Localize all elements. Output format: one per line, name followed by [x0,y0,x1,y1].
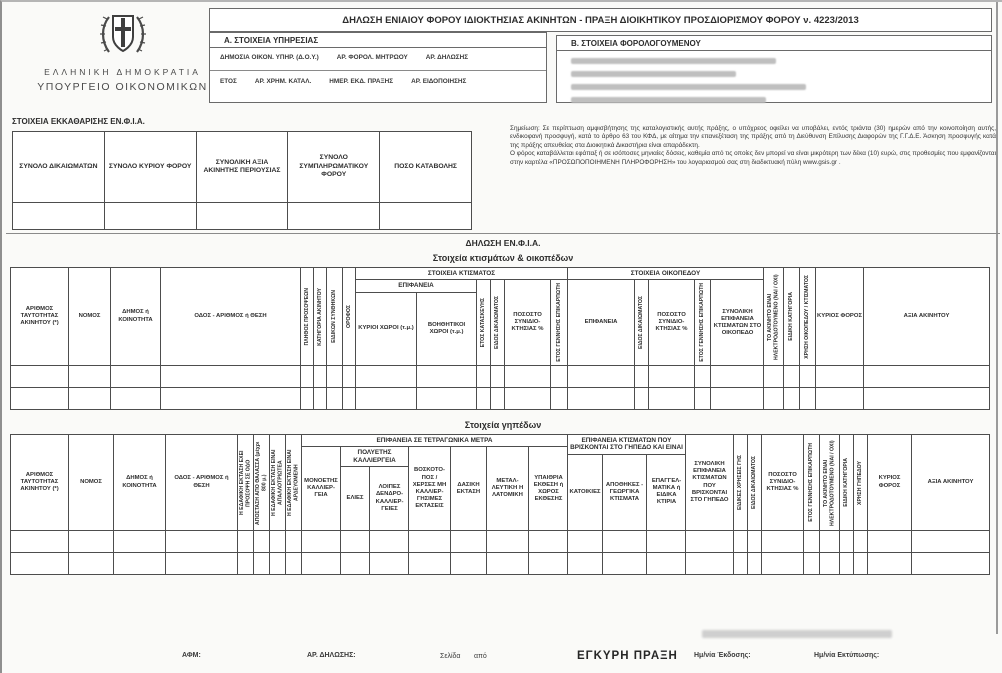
table-cell [529,530,568,552]
table-cell [864,387,989,409]
table-cell [341,552,369,574]
col-header-special-category: ΕΙΔΙΚΗ ΚΑΤΗΓΟΡΙΑ [788,292,795,341]
col-header-property-id: ΑΡΙΘΜΟΣ ΤΑΥΤΟΤΗΤΑΣ ΑΚΙΝΗΤΟΥ (*) [20,305,59,327]
clearance-table [12,131,472,230]
col-header-main-spaces: ΚΥΡΙΟΙ ΧΩΡΟΙ (τ.μ.) [358,325,414,332]
section-a-title: Α. ΣΤΟΙΧΕΙΑ ΥΠΗΡΕΣΙΑΣ [210,33,546,48]
table-cell [711,365,764,387]
col-header-auxiliary-spaces: ΒΟΗΘΗΤΙΚΟΙ ΧΩΡΟΙ (τ.μ.) [427,321,466,335]
table-cell [551,387,568,409]
table-cell [356,365,416,387]
table-cell [238,552,253,574]
group-header-perennial: ΠΟΛΥΕΤΗΣ ΚΑΛΛΙΕΡΓΕΙΑ [341,447,408,467]
col-header-electrified: ΤΟ ΑΚΙΝΗΤΟ ΕΙΝΑΙ ΗΛΕΚΤΡΟΔΟΤΟΥΜΕΝΟ (ΝΑΙ / ΟΧΙ) [767,273,780,360]
table-cell [343,365,355,387]
col-header-forest-area: ΔΑΣΙΚΗ ΕΚΤΑΣΗ [456,481,481,495]
footer-declaration-no-label: ΑΡ. ΔΗΛΩΣΗΣ: [307,652,356,659]
note-objection: Σημείωση: Σε περίπτωση αμφισβήτησης της καταλογιστικής αυτής πράξης, ο υπόχρεος οφείλει να υποβάλει, εντός τριάντα (30) ημερών από την κοινοποίηση αυτής, ενδικοφανή προσφυγή, κατά το άρθρο 63 του ΚΦΔ, με αίτημα την επανεξέταση της πράξης από τη Διεύθυνση Επίλυσης Διαφορών της Γ.Γ.Δ.Ε. Άσκηση προσφυγής κατά της πράξης απευθείας στα Διοικητικά Δικαστήρια είναι απαράδεκτη. [510,125,996,149]
table-cell [114,552,165,574]
col-header-mining-quarry: ΜΕΤΑΛ-ΛΕΥΤΙΚΗ Η ΛΑΤΟΜΙΚΗ [491,478,524,499]
col-header-construction-year: ΕΤΟΣ ΚΑΤΑΣΚΕΥΗΣ [480,298,487,348]
table-cell [302,530,340,552]
table-cell [864,365,989,387]
legal-note [510,125,996,167]
col-header-prefecture: ΝΟΜΟΣ [78,312,101,319]
col-header-special-category: ΕΙΔΙΚΗ ΚΑΤΗΓΟΡΙΑ [843,458,850,507]
field-label-year: ΕΤΟΣ [220,78,237,85]
footer-afm-label: ΑΦΜ: [182,652,201,659]
square-meters-surface-group [301,435,567,574]
plot-details-group [567,268,763,409]
table-cell [301,387,313,409]
col-header-irrigated: Η ΕΔΑΦΙΚΗ ΕΚΤΑΣΗ ΕΙΝΑΙ ΑΡΔΕΥΟΜΕΝΗ [287,449,300,516]
table-cell [111,365,160,387]
col-header-street: ΟΔΟΣ - ΑΡΙΘΜΟΣ ή ΘΕΣΗ [194,312,267,319]
coat-of-arms-icon [96,10,150,58]
col-header-floor: ΟΡΟΦΟΣ [345,305,352,328]
col-header-right-type: ΕΙΔΟΣ ΔΙΚΑΙΩΜΑΤΟΣ [638,296,645,350]
col-header-annual-cultivation: ΜΟΝΟΕΤΗΣ ΚΑΛΛΙΕΡ-ΓΕΙΑ [304,478,338,499]
col-header-open-exhibition: ΥΠΑΙΘΡΙΑ ΕΚΘΕΣΗ ή ΧΩΡΟΣ ΕΚΘΕΣΗΣ [533,474,564,502]
clearance-cell [13,202,104,229]
table-cell [800,365,815,387]
col-header-property-id: ΑΡΙΘΜΟΣ ΤΑΥΤΟΤΗΤΑΣ ΑΚΙΝΗΤΟΥ (*) [20,471,59,493]
table-cell [820,530,839,552]
table-cell [327,387,342,409]
clearance-cell [288,202,379,229]
clearance-section-title: ΣΤΟΙΧΕΙΑ ΕΚΚΑΘΑΡΙΣΗΣ ΕΝ.Φ.Ι.Α. [12,117,145,126]
table-cell [635,365,648,387]
table-cell [451,552,486,574]
col-header-property-value: ΑΞΙΑ ΑΚΙΝΗΤΟΥ [903,312,950,319]
table-cell [912,530,989,552]
col-header-co-ownership-pct: ΠΟΣΟΣΤΟ ΣΥΝΙΔΙΟ-ΚΤΗΣΙΑΣ % [511,312,544,333]
col-header-electrified: ΤΟ ΑΚΙΝΗΤΟ ΕΙΝΑΙ ΗΛΕΚΤΡΟΔΟΤΟΥΜΕΝΟ (ΝΑΙ / ΟΧΙ) [823,439,836,526]
col-header-total-supplementary-tax: ΣΥΝΟΛΟ ΣΥΜΠΛΗΡΩΜΑΤΙΚΟΥ ΦΟΡΟΥ [299,154,369,179]
table-cell [301,365,313,387]
table-cell [254,530,269,552]
table-cell [568,552,602,574]
form-title-box [209,8,992,32]
declaration-title: ΔΗΛΩΣΗ ΕΝ.Φ.Ι.Α. [465,238,541,248]
col-header-parcel-use: ΧΡΗΣΗ ΓΗΠΕΔΟΥ [857,460,864,505]
redacted-taxpayer-line [571,58,776,64]
group-header-surface-sqm: ΕΠΙΦΑΝΕΙΑ ΣΕ ΤΕΤΡΑΓΩΝΙΚΑ ΜΕΤΡΑ [302,435,567,447]
table-cell [800,387,815,409]
col-header-professional-special-buildings: ΕΠΑΓΓΕΛ-ΜΑΤΙΚΑ ή ΕΙΔΙΚΑ ΚΤΙΡΙΑ [651,478,682,506]
col-header-other-tree-crops: ΛΟΙΠΕΣ ΔΕΝΔΡΟ-ΚΑΛΛΙΕΡ-ΓΕΙΕΣ [375,484,404,512]
table-cell [635,387,648,409]
note-payment: Ο φόρος καταβάλλεται εφάπαξ ή σε ισόποσες μηνιαίες δόσεις, καθεμία από τις οποίες δεν μπορεί να είναι μικρότερη των δέκα (10) ευρώ, στις προθεσμίες που εμφανίζονται στην καρτέλα «ΠΡΟΣΩΠΟΠΟΙΗΜΕΝΗ ΠΛΗΡΟΦΟΡΗΣΗ» του λογαριασμού σας στη διαδικτυακή πύλη www.gsis.gr . [510,150,996,166]
table-cell [840,552,853,574]
col-header-plot-building-use: ΧΡΗΣΗ ΟΙΚΟΠΕΔΟΥ / ΚΤΙΣΜΑΤΟΣ [804,274,811,359]
table-cell [734,530,747,552]
col-header-right-type: ΕΙΔΟΣ ΔΙΚΑΙΩΜΑΤΟΣ [494,296,501,350]
footer-page-of-label: από [474,653,487,660]
table-cell [762,552,803,574]
table-cell [711,387,764,409]
field-label-issue-date: ΗΜΕΡ. ΕΚΔ. ΠΡΑΞΗΣ [329,78,394,85]
valid-act-stamp: ΕΓΚΥΡΗ ΠΡΑΞΗ [577,650,678,662]
agency-header [30,10,215,93]
col-header-prefecture: ΝΟΜΟΣ [80,478,102,485]
buildings-on-parcel-group [567,435,685,574]
table-cell [695,387,710,409]
col-header-plot-surface: ΕΠΙΦΑΝΕΙΑ [584,319,618,326]
table-cell [816,365,863,387]
hellenic-republic-label: ΕΛΛΗΝΙΚΗ ΔΗΜΟΚΡΑΤΙΑ [44,67,201,77]
table-cell [487,530,528,552]
buildings-plots-subtitle: Στοιχεία κτισμάτων & οικοπέδων [432,253,574,263]
group-header-building-details: ΣΤΟΙΧΕΙΑ ΚΤΙΣΜΑΤΟΣ [356,268,567,280]
table-cell [762,530,803,552]
table-cell [505,365,550,387]
table-cell [451,530,486,552]
table-cell [568,387,634,409]
field-label-notice-no: ΑΡ. ΕΙΔΟΠΟΙΗΣΗΣ [411,78,467,85]
table-cell [314,387,326,409]
table-cell [487,552,528,574]
table-cell [764,365,783,387]
group-header-surface: ΕΠΙΦΑΝΕΙΑ [356,280,476,292]
field-label-doy: ΔΗΜΟΣΙΑ ΟΙΚΟΝ. ΥΠΗΡ. (Δ.Ο.Υ.) [220,54,319,61]
table-cell [820,552,839,574]
clearance-cell [105,202,196,229]
table-cell [161,387,300,409]
table-cell [370,552,409,574]
col-header-municipality: ΔΗΜΟΣ ή ΚΟΙΝΟΤΗΤΑ [118,309,153,323]
field-label-fin-catalog-no: ΑΡ. ΧΡΗΜ. ΚΑΤΑΛ. [254,78,312,85]
clearance-cell [197,202,288,229]
table-cell [568,365,634,387]
table-cell [734,552,747,574]
table-cell [854,552,867,574]
table-cell [417,387,476,409]
col-header-total-buildings-surface-on-plot: ΣΥΝΟΛΙΚΗ ΕΠΙΦΑΝΕΙΑ ΚΤΙΣΜΑΤΩΝ ΣΤΟ ΟΙΚΟΠΕΔΟ [713,308,762,336]
surface-subgroup [356,280,476,409]
group-header-plot-details: ΣΤΟΙΧΕΙΑ ΟΙΚΟΠΕΔΟΥ [568,268,763,280]
col-header-right-type: ΕΙΔΟΣ ΔΙΚΑΙΩΜΑΤΟΣ [751,455,758,509]
table-cell [647,530,686,552]
table-cell [270,552,285,574]
perennial-cultivation-subgroup [340,447,408,574]
col-header-street: ΟΔΟΣ - ΑΡΙΘΜΟΣ ή ΘΕΣΗ [174,475,229,489]
table-cell [491,365,504,387]
table-cell [409,530,450,552]
table-cell [314,365,326,387]
land-parcels-table [10,434,990,575]
col-header-residences: ΚΑΤΟΙΚΙΕΣ [569,488,601,495]
col-header-olives: ΕΛΙΕΣ [346,495,364,501]
table-cell [161,365,300,387]
section-divider [6,233,1000,234]
table-cell [868,530,911,552]
col-header-municipality: ΔΗΜΟΣ ή ΚΟΙΝΟΤΗΤΑ [122,475,157,489]
col-header-payment-amount: ΠΟΣΟ ΚΑΤΑΒΟΛΗΣ [394,162,457,170]
col-header-property-value: ΑΞΙΑ ΑΚΙΝΗΤΟΥ [927,478,974,485]
table-cell [69,530,113,552]
clearance-cell [380,202,471,229]
col-header-special-conditions: ΕΙΔΙΚΩΝ ΣΥΝΘΗΚΩΝ [331,290,338,343]
table-cell [370,530,409,552]
table-cell [69,387,110,409]
table-cell [748,530,761,552]
table-cell [69,552,113,574]
group-header-buildings-on-parcel: ΕΠΙΦΑΝΕΙΑ ΚΤΙΣΜΑΤΩΝ ΠΟΥ ΒΡΙΣΚΟΝΤΑΙ ΣΤΟ ΓΗΠΕΔΟ ΚΑΙ ΕΙΝΑΙ [568,435,685,455]
table-cell [11,365,68,387]
table-cell [286,530,301,552]
footer-page-label: Σελίδα [440,653,461,660]
col-header-distance-from-sea: ΑΠΟΣΤΑΣΗ ΑΠΟ ΘΑΛΑΣΣΑ (μέχρι 800 μ.) [255,440,268,525]
table-cell [69,365,110,387]
table-cell [341,530,369,552]
footer-issue-date-label: Ημ/νία Έκδοσης: [694,652,751,659]
redacted-taxpayer-line [571,97,766,103]
table-cell [804,530,819,552]
table-cell [166,530,237,552]
col-header-co-ownership-pct: ΠΟΣΟΣΤΟ ΣΥΝΙΔΙΟ-ΚΤΗΣΙΑΣ % [655,312,688,333]
table-cell [254,552,269,574]
table-cell [603,530,646,552]
buildings-plots-table [10,267,990,410]
table-cell [327,365,342,387]
table-cell [568,530,602,552]
table-cell [854,530,867,552]
table-cell [302,552,340,574]
col-header-co-ownership-pct: ΠΟΣΟΣΤΟ ΣΥΝΙΔΙΟ-ΚΤΗΣΙΑΣ % [766,471,799,493]
col-header-facades-count: ΠΛΗΘΟΣ ΠΡΟΣΟΨΕΩΝ [303,287,310,346]
table-cell [238,530,253,552]
col-header-total-property-value: ΣΥΝΟΛΙΚΗ ΑΞΙΑ ΑΚΙΝΗΤΗΣ ΠΕΡΙΟΥΣΙΑΣ [203,158,281,174]
col-header-total-buildings-surface-on-parcel: ΣΥΝΟΛΙΚΗ ΕΠΙΦΑΝΕΙΑ ΚΤΙΣΜΑΤΩΝ ΠΟΥ ΒΡΙΣΚΟΝΤΑΙ ΣΤΟ ΓΗΠΕΔΟ [690,461,729,503]
col-header-main-tax: ΚΥΡΙΟΣ ΦΟΡΟΣ [817,312,862,319]
table-cell [840,530,853,552]
table-cell [417,365,476,387]
table-cell [343,387,355,409]
col-header-special-land-uses: ΕΙΔΙΚΕΣ ΧΡΗΣΕΙΣ ΓΗΣ [737,454,744,511]
table-cell [286,552,301,574]
table-cell [270,530,285,552]
building-details-group [355,268,567,409]
table-cell [505,387,550,409]
form-title: ΔΗΛΩΣΗ ΕΝΙΑΙΟΥ ΦΟΡΟΥ ΙΔΙΟΚΤΗΣΙΑΣ ΑΚΙΝΗΤΩΝ - ΠΡΑΞΗ ΔΙΟΙΚΗΤΙΚΟΥ ΠΡΟΣΔΙΟΡΙΣΜΟΥ ΦΟΡΟΥ ν. 4223/2013 [342,14,859,26]
land-parcels-subtitle: Στοιχεία γηπέδων [464,420,542,430]
table-cell [11,530,68,552]
col-header-road-frontage: Η ΕΔΑΦΙΚΗ ΕΚΤΑΣΗ ΕΧΕΙ ΠΡΟΣΟΨΗ ΣΕ ΟΔΟ [239,450,252,515]
redacted-footer-line [702,630,892,638]
page-edge [996,2,998,634]
table-cell [686,530,733,552]
table-cell [784,387,799,409]
table-cell [477,387,490,409]
table-cell [764,387,783,409]
col-header-warehouses-farm-buildings: ΑΠΟΘΗΚΕΣ - ΓΕΩΡΓΙΚΑ ΚΤΙΣΜΑΤΑ [605,481,644,502]
table-cell [603,552,646,574]
table-cell [409,552,450,574]
table-cell [647,552,686,574]
table-cell [804,552,819,574]
table-cell [356,387,416,409]
col-header-pasture: ΒΟΣΚΟΤΟ-ΠΟΣ / ΧΕΡΣΕΣ ΜΗ ΚΑΛΛΙΕΡ-ΓΗΣΙΜΕΣ ΕΚΤΑΣΕΙΣ [412,467,447,509]
table-cell [649,365,694,387]
footer-print-date-label: Ημ/νία Εκτύπωσης: [814,652,880,659]
table-cell [912,552,989,574]
col-header-expropriable: Η ΕΔΑΦΙΚΗ ΕΚΤΑΣΗ ΕΙΝΑΙ ΑΠΑΛΛΟΤΡΙΩΤΕΑ [271,449,284,516]
field-label-declaration-no: ΑΡ. ΔΗΛΩΣΗΣ [425,54,469,61]
table-cell [166,552,237,574]
table-cell [816,387,863,409]
col-header-total-rights: ΣΥΝΟΛΟ ΔΙΚΑΙΩΜΑΤΩΝ [19,162,98,170]
field-label-afm-registry: ΑΡ. ΦΟΡΟΛ. ΜΗΤΡΩΟΥ [336,54,408,61]
table-cell [477,365,490,387]
table-cell [868,552,911,574]
ministry-label: ΥΠΟΥΡΓΕΙΟ ΟΙΚΟΝΟΜΙΚΩΝ [37,81,208,93]
table-cell [114,530,165,552]
redacted-taxpayer-line [571,71,736,77]
table-cell [491,387,504,409]
table-cell [748,552,761,574]
redacted-taxpayer-line [571,84,806,90]
table-cell [529,552,568,574]
col-header-total-main-tax: ΣΥΝΟΛΟ ΚΥΡΙΟΥ ΦΟΡΟΥ [108,162,192,170]
section-b-title: Β. ΣΤΟΙΧΕΙΑ ΦΟΡΟΛΟΓΟΥΜΕΝΟΥ [557,36,991,51]
table-cell [686,552,733,574]
col-header-property-category: ΚΑΤΗΓΟΡΙΑ ΑΚΙΝΗΤΟΥ [316,287,323,346]
table-cell [551,365,568,387]
section-b-taxpayer-details [556,35,992,103]
table-cell [695,365,710,387]
table-cell [11,552,68,574]
section-a-service-details [209,32,547,103]
col-header-usufructuary-birth-year: ΕΤΟΣ ΓΕΝΝΗΣΗΣ ΕΠΙΚΑΡΠΩΤΗ [556,283,563,363]
table-cell [784,365,799,387]
col-header-usufructuary-birth-year: ΕΤΟΣ ΓΕΝΝΗΣΗΣ ΕΠΙΚΑΡΠΩΤΗ [808,443,815,522]
table-cell [649,387,694,409]
col-header-main-tax: ΚΥΡΙΟΣ ΦΟΡΟΣ [878,475,901,489]
table-cell [11,387,68,409]
col-header-usufructuary-birth-year: ΕΤΟΣ ΓΕΝΝΗΣΗΣ ΕΠΙΚΑΡΠΩΤΗ [699,283,706,363]
table-cell [111,387,160,409]
